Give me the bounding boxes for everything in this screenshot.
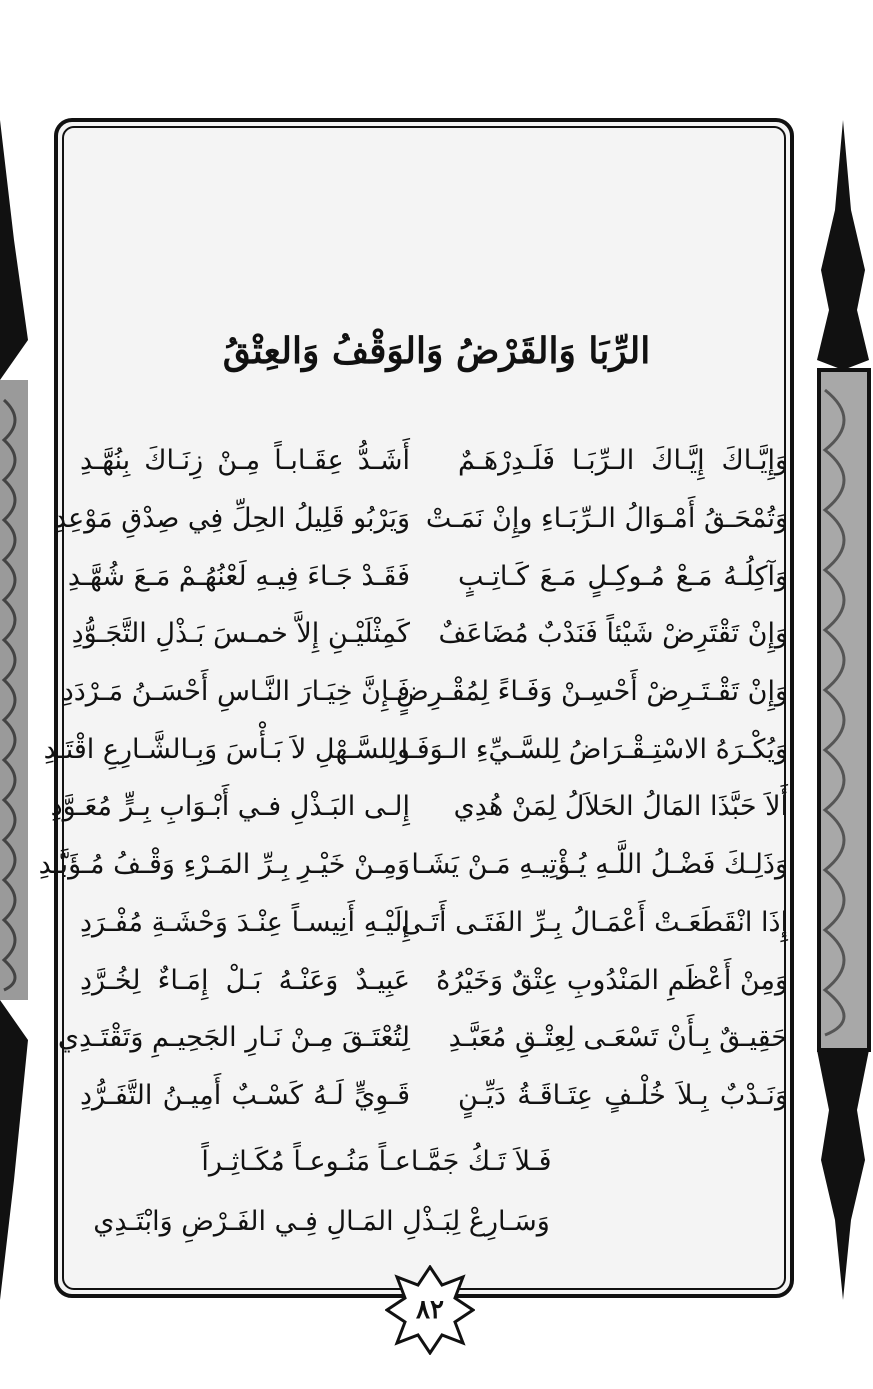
verse-first-half: وَإِنْ تَقْـتَـرِضْ أَحْسِـنْ وَفَـاءً لِمُقْـرِضٍ [396,676,788,708]
verse-first-half: وَآكِلُـهُ مَـعْ مُـوكِـلٍ مَـعَ كَـاتِـبٍ [458,560,788,592]
ornamental-left-border [0,120,30,1300]
verse-row [61,663,800,721]
section-title: الرِّبَا وَالقَرْضُ وَالوَقْفُ وَالعِتْقُ [222,330,651,372]
verse-second-half: إِلـى البَـذْلِ فـي أَبْـوَابِ بِـرٍّ مُعَـوَّدِ [50,791,410,823]
verse-first-half: حَقِيـقٌ بِـأَنْ تَسْعَـى لِعِتْـقِ مُعَبَّـدِ [448,1022,788,1054]
verse-first-half: وَيُكْـرَهُ الاسْتِـقْـرَاضُ لِلسَّـيِّءِ الـوَفَـا [400,733,788,765]
verse-second-half: وَيَرْبُو قَلِيلُ الحِلِّ فِي صِدْقِ مَوْعِدِ [53,503,410,535]
verse-row [67,547,800,605]
verse-first-half: وَمِنْ أَعْظَمِ المَنْدُوبِ عِتْقٌ وَخَيْرُهُ [436,964,788,996]
verse-row [80,1067,800,1125]
closing-verse-second-line [0,1206,873,1237]
verse-first-half: وَإِنْ تَقْتَرِضْ شَيْئاً فَنَدْبٌ مُضَاعَفٌ [438,618,788,650]
verse-second-half: إِلَيْـهِ أَنِيسـاً عِنْـدَ وَحْشَـةِ مُفْـرَدِ [80,906,410,938]
page-number-badge [385,1265,475,1355]
verse-first-half: وَتُمْحَـقُ أَمْـوَالُ الـرِّبَـاءِ وإِنْ نَمَـتْ [425,503,788,535]
verse-row [80,432,800,490]
verse-first-half: أَلاَ حَبَّذَا المَالُ الحَلاَلُ لِمَنْ هُدِي [453,791,788,823]
verse-second-half: لِتُعْتَـقَ مِـنْ نَـارِ الجَحِيـمِ وَتَقْتَـدِي [57,1022,410,1054]
closing-line-text: وَسَـارِعْ لِبَـذْلِ المَـالِ فِـي الفَـرْضِ وَابْتَـدِي [93,1206,550,1237]
verse-second-half: أَشَـدُّ عِقَـابـاً مِـنْ زِنَـاكَ بِنُهَّـدِ [80,445,410,477]
verse-first-half: وَنَـدْبٌ بِـلاَ خُلْـفٍ عِتَـاقَـةُ دَيِّـنٍ [458,1079,788,1111]
verse-row [80,951,800,1009]
closing-verse-first-line [0,1146,873,1177]
verse-second-half: وَمِـنْ خَيْـرِ بِـرِّ المَـرْءِ وَقْـفُ مُـؤَبَّـدِ [38,849,410,881]
verse-second-half: كَمِثْلَيْـنِ إِلاَّ خمـسَ بَـذْلِ التَّجَـوُّدِ [71,618,410,650]
verse-row [38,836,800,894]
page-number: ٨٢ [416,1295,444,1325]
verse-row [50,778,800,836]
poem-verses [38,432,800,1124]
verse-row [80,894,800,952]
verse-first-half: وَذَلِـكَ فَضْـلُ اللَّـهِ يُـؤْتِيـهِ مَـنْ يَشَـا [411,849,788,881]
verse-second-half: فَقَـدْ جَـاءَ فِيـهِ لَعْنُهُـمْ مَـعَ شُهَّـدِ [67,560,410,592]
verse-row [57,1009,800,1067]
verse-first-half: وَإِيَّـاكَ إِيَّـاكَ الـرِّبَـا فَلَـدِرْهَـمٌ [458,445,788,477]
verse-row [71,605,800,663]
verse-row [43,720,800,778]
verse-first-half: إِذَا انْقَطَعَـتْ أَعْمَـالُ بِـرِّ الفَتَـى أَتَـى [401,906,788,938]
verse-second-half: عَبِيـدٌ وَعَنْـهُ بَـلْ إِمَـاءٌ لِخُـرَّدِ [80,964,410,996]
ornamental-right-border [813,120,873,1300]
verse-second-half: فَـإِنَّ خِيَـارَ النَّـاسِ أَحْسَـنُ مَـرْدَدِ [61,676,410,708]
verse-second-half: ولِلسَّـهْلِ لاَ بَـأْسَ وَبِـالشَّـارِعِ اقْتَـدِ [43,733,410,765]
verse-row [53,490,800,548]
closing-line-text: فَـلاَ تَـكُ جَمَّـاعـاً مَنُـوعـاً مُكَـاثِـراً [201,1146,552,1177]
verse-second-half: قَـوِيٍّ لَـهُ كَسْـبٌ أَمِيـنُ التَّفَـرُّدِ [80,1079,410,1111]
